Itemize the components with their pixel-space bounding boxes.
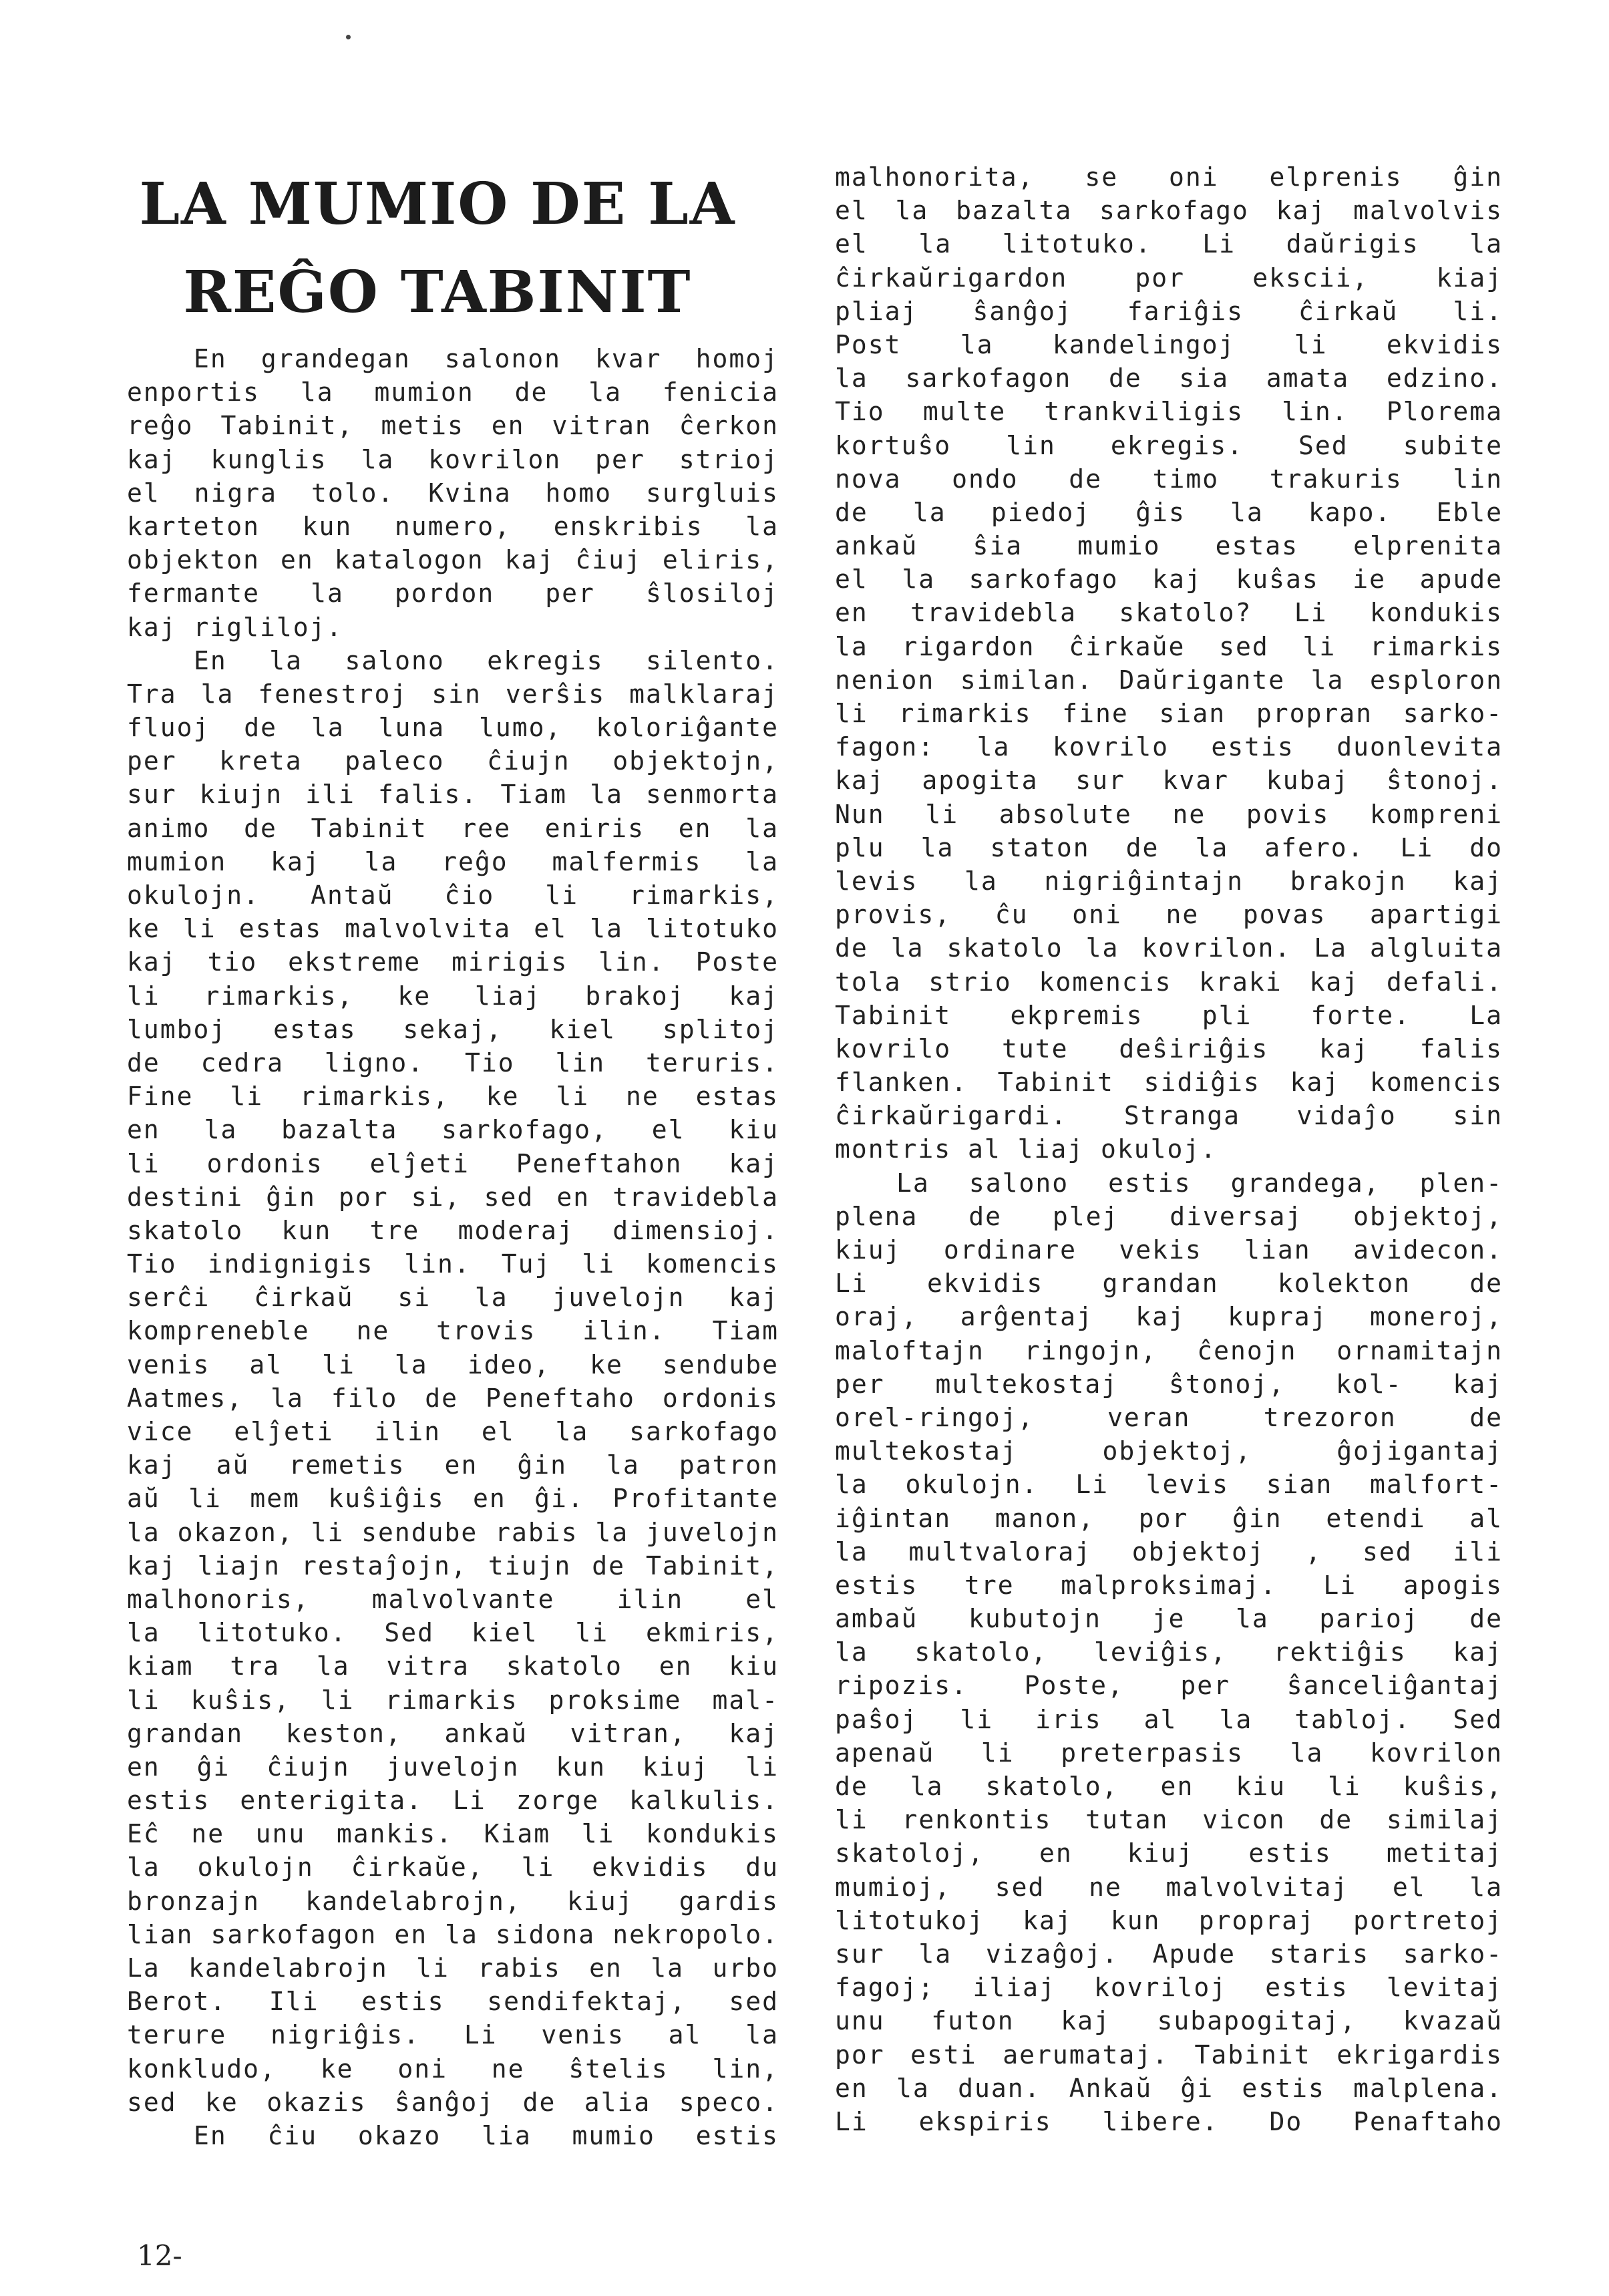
text-line: mumion kaj la reĝo malfermis la bbox=[127, 846, 779, 876]
text-line: por esti aerumataj. Tabinit ekrigardis bbox=[835, 2039, 1503, 2070]
text-line: Tio multe trankviligis lin. Plorema bbox=[835, 397, 1503, 427]
text-line: serĉi ĉirkaŭ si la juvelojn kaj bbox=[127, 1283, 779, 1313]
text-line: Fine li rimarkis, ke li ne estas bbox=[127, 1082, 779, 1112]
text-line: Eĉ ne unu mankis. Kiam li kondukis bbox=[127, 1819, 779, 1849]
text-line: objekton en katalogon kaj ĉiuj eliris, bbox=[127, 545, 779, 575]
text-line: Aatmes, la filo de Peneftaho ordonis bbox=[127, 1383, 779, 1413]
text-line: la rigardon ĉirkaŭe sed li rimarkis bbox=[835, 631, 1503, 661]
text-line: En ĉiu okazo lia mumio estis bbox=[194, 2120, 779, 2150]
text-line: iĝintan manon, por ĝin etendi al bbox=[835, 1503, 1503, 1533]
text-line: sed ke okazis ŝanĝoj de alia speco. bbox=[127, 2087, 779, 2117]
text-line: fluoj de la luna lumo, koloriĝante bbox=[127, 713, 779, 743]
text-line: fermante la pordon per ŝlosiloj bbox=[127, 579, 779, 609]
text-line: ripozis. Poste, per ŝanceliĝantaj bbox=[835, 1671, 1503, 1701]
text-line: orel-ringoj, veran trezoron de bbox=[835, 1402, 1503, 1432]
article-title-line-1: LA MUMIO DE LA bbox=[139, 170, 736, 238]
text-line: Li ekspiris libere. Do Penaftaho bbox=[835, 2106, 1503, 2136]
text-line: li renkontis tutan vicon de similaj bbox=[835, 1805, 1503, 1835]
text-line: li ordonis elĵeti Peneftahon kaj bbox=[127, 1148, 779, 1178]
text-line: aŭ li mem kuŝiĝis en ĝi. Profitante bbox=[127, 1484, 779, 1514]
text-line: ke li estas malvolvita el la litotuko bbox=[127, 914, 779, 944]
text-line: sur la vizaĝoj. Apude staris sarko- bbox=[835, 1939, 1503, 1969]
text-line: maloftajn ringojn, ĉenojn ornamitajn bbox=[835, 1335, 1503, 1365]
text-line: kaj kunglis la kovrilon per strioj bbox=[127, 444, 779, 474]
text-line: kovrilo tute deŝiriĝis kaj falis bbox=[835, 1033, 1503, 1063]
text-line: montris al liaj okuloj. bbox=[835, 1134, 1218, 1164]
text-line: kompreneble ne trovis ilin. Tiam bbox=[127, 1316, 779, 1346]
text-line: mumioj, sed ne malvolvitaj el la bbox=[835, 1872, 1503, 1902]
text-line: Li ekvidis grandan kolekton de bbox=[835, 1269, 1503, 1299]
text-line: sur kiujn ili falis. Tiam la senmorta bbox=[127, 780, 779, 810]
text-line: fagon: la kovrilo estis duonlevita bbox=[835, 732, 1503, 762]
text-line: estis enterigita. Li zorge kalkulis. bbox=[127, 1786, 779, 1816]
text-line: skatoloj, en kiuj estis metitaj bbox=[835, 1838, 1503, 1868]
text-line: Tabinit ekpremis pli forte. La bbox=[835, 1000, 1503, 1030]
text-column-left bbox=[127, 342, 779, 2152]
text-line: vice elĵeti ilin el la sarkofago bbox=[127, 1417, 779, 1446]
text-line: malhonorita, se oni elprenis ĝin bbox=[835, 162, 1503, 192]
text-line: li rimarkis fine sian propran sarko- bbox=[835, 699, 1503, 728]
text-line: de la skatolo la kovrilon. La algluita bbox=[835, 933, 1503, 963]
page-number: 12- bbox=[137, 2239, 182, 2272]
text-line: nenion similan. Daŭrigante la esploron bbox=[835, 665, 1503, 695]
text-line: la multvaloraj objektoj , sed ili bbox=[835, 1536, 1503, 1567]
text-line: Tra la fenestroj sin verŝis malklaraj bbox=[127, 679, 779, 709]
article-title-line-2: REĜO TABINIT bbox=[183, 259, 692, 326]
text-line: tola strio komencis kraki kaj defali. bbox=[835, 967, 1503, 997]
text-line: de la skatolo, en kiu li kuŝis, bbox=[835, 1772, 1503, 1801]
text-line: En la salono ekregis silento. bbox=[194, 645, 779, 675]
text-line: la litotuko. Sed kiel li ekmiris, bbox=[127, 1618, 779, 1648]
article-title bbox=[127, 160, 748, 337]
text-line: oraj, arĝentaj kaj kupraj moneroj, bbox=[835, 1302, 1503, 1332]
text-line: el nigra tolo. Kvina homo surgluis bbox=[127, 478, 779, 508]
text-line: kaj rigliloj. bbox=[127, 612, 343, 642]
text-line: kiuj ordinare vekis lian avidecon. bbox=[835, 1235, 1503, 1265]
text-line: skatolo kun tre moderaj dimensioj. bbox=[127, 1215, 779, 1245]
text-line: kaj apogita sur kvar kubaj ŝtonoj. bbox=[835, 766, 1503, 796]
text-line: malhonoris, malvolvante ilin el bbox=[127, 1584, 779, 1614]
text-line: ambaŭ kubutojn je la parioj de bbox=[835, 1604, 1503, 1634]
text-line: li kuŝis, li rimarkis proksime mal- bbox=[127, 1685, 779, 1715]
text-line: en ĝi ĉiujn juvelojn kun kiuj li bbox=[127, 1752, 779, 1782]
text-column-right bbox=[835, 160, 1503, 2138]
text-line: La salono estis grandega, plen- bbox=[896, 1168, 1503, 1198]
text-line: kaj aŭ remetis en ĝin la patron bbox=[127, 1450, 779, 1480]
text-line: la okulojn. Li levis sian malfort- bbox=[835, 1470, 1503, 1500]
text-line: Berot. Ili estis sendifektaj, sed bbox=[127, 1987, 779, 2017]
text-line: venis al li la ideo, ke sendube bbox=[127, 1349, 779, 1379]
text-line: apenaŭ li preterpasis la kovrilon bbox=[835, 1738, 1503, 1768]
text-line: per kreta paleco ĉiujn objektojn, bbox=[127, 746, 779, 776]
text-line: lian sarkofagon en la sidona nekropolo. bbox=[127, 1919, 779, 1949]
text-line: unu futon kaj subapogitaj, kvazaŭ bbox=[835, 2006, 1503, 2036]
text-line: reĝo Tabinit, metis en vitran ĉerkon bbox=[127, 411, 779, 441]
scan-speck bbox=[346, 35, 351, 39]
text-line: litotukoj kaj kun propraj portretoj bbox=[835, 1905, 1503, 1935]
text-line: de la piedoj ĝis la kapo. Eble bbox=[835, 497, 1503, 527]
text-line: en travidebla skatolo? Li kondukis bbox=[835, 598, 1503, 628]
text-line: kaj liajn restaĵojn, tiujn de Tabinit, bbox=[127, 1550, 779, 1581]
text-line: konkludo, ke oni ne ŝtelis lin, bbox=[127, 2054, 779, 2084]
text-line: ĉirkaŭrigardi. Stranga vidaĵo sin bbox=[835, 1101, 1503, 1131]
text-line: plu la staton de la afero. Li do bbox=[835, 832, 1503, 862]
text-line: La kandelabrojn li rabis en la urbo bbox=[127, 1953, 779, 1983]
text-line: fagoj; iliaj kovriloj estis levitaj bbox=[835, 1973, 1503, 2003]
text-line: kiam tra la vitra skatolo en kiu bbox=[127, 1651, 779, 1681]
text-line: kaj tio ekstreme mirigis lin. Poste bbox=[127, 947, 779, 977]
text-line: flanken. Tabinit sidiĝis kaj komencis bbox=[835, 1068, 1503, 1098]
text-line: pliaj ŝanĝoj fariĝis ĉirkaŭ li. bbox=[835, 296, 1503, 326]
text-line: bronzajn kandelabrojn, kiuj gardis bbox=[127, 1886, 779, 1916]
text-line: la skatolo, leviĝis, rektiĝis kaj bbox=[835, 1637, 1503, 1667]
text-line: levis la nigriĝintajn brakojn kaj bbox=[835, 866, 1503, 896]
text-line: lumboj estas sekaj, kiel splitoj bbox=[127, 1014, 779, 1044]
text-line: multekostaj objektoj, ĝojigantaj bbox=[835, 1436, 1503, 1466]
text-line: animo de Tabinit ree eniris en la bbox=[127, 813, 779, 843]
text-line: nova ondo de timo trakuris lin bbox=[835, 464, 1503, 494]
text-line: destini ĝin por si, sed en travidebla bbox=[127, 1182, 779, 1212]
text-line: Tio indignigis lin. Tuj li komencis bbox=[127, 1249, 779, 1279]
text-line: paŝoj li iris al la tabloj. Sed bbox=[835, 1704, 1503, 1734]
text-line: la sarkofagon de sia amata edzino. bbox=[835, 363, 1503, 393]
text-line: En grandegan salonon kvar homoj bbox=[194, 344, 779, 373]
text-line: en la duan. Ankaŭ ĝi estis malplena. bbox=[835, 2073, 1503, 2103]
text-line: provis, ĉu oni ne povas apartigi bbox=[835, 900, 1503, 930]
text-line: el la bazalta sarkofago kaj malvolvis bbox=[835, 196, 1503, 226]
text-line: okulojn. Antaŭ ĉio li rimarkis, bbox=[127, 880, 779, 910]
text-line: Nun li absolute ne povis kompreni bbox=[835, 799, 1503, 829]
text-line: ankaŭ ŝia mumio estas elprenita bbox=[835, 531, 1503, 561]
text-line: Post la kandelingoj li ekvidis bbox=[835, 329, 1503, 359]
text-line: li rimarkis, ke liaj brakoj kaj bbox=[127, 981, 779, 1011]
text-line: karteton kun numero, enskribis la bbox=[127, 511, 779, 541]
text-line: en la bazalta sarkofago, el kiu bbox=[127, 1115, 779, 1145]
text-line: el la litotuko. Li daŭrigis la bbox=[835, 229, 1503, 259]
text-line: ĉirkaŭrigardon por ekscii, kiaj bbox=[835, 263, 1503, 293]
text-line: de cedra ligno. Tio lin teruris. bbox=[127, 1047, 779, 1078]
text-line: estis tre malproksimaj. Li apogis bbox=[835, 1570, 1503, 1600]
text-line: grandan keston, ankaŭ vitran, kaj bbox=[127, 1718, 779, 1748]
text-line: plena de plej diversaj objektoj, bbox=[835, 1201, 1503, 1231]
text-line: kortuŝo lin ekregis. Sed subite bbox=[835, 430, 1503, 460]
text-line: per multekostaj ŝtonoj, kol- kaj bbox=[835, 1369, 1503, 1399]
text-line: la okulojn ĉirkaŭe, li ekvidis du bbox=[127, 1852, 779, 1882]
text-line: la okazon, li sendube rabis la juvelojn bbox=[127, 1517, 779, 1547]
text-line: terure nigriĝis. Li venis al la bbox=[127, 2020, 779, 2050]
text-line: enportis la mumion de la fenicia bbox=[127, 377, 779, 407]
text-line: el la sarkofago kaj kuŝas ie apude bbox=[835, 564, 1503, 595]
